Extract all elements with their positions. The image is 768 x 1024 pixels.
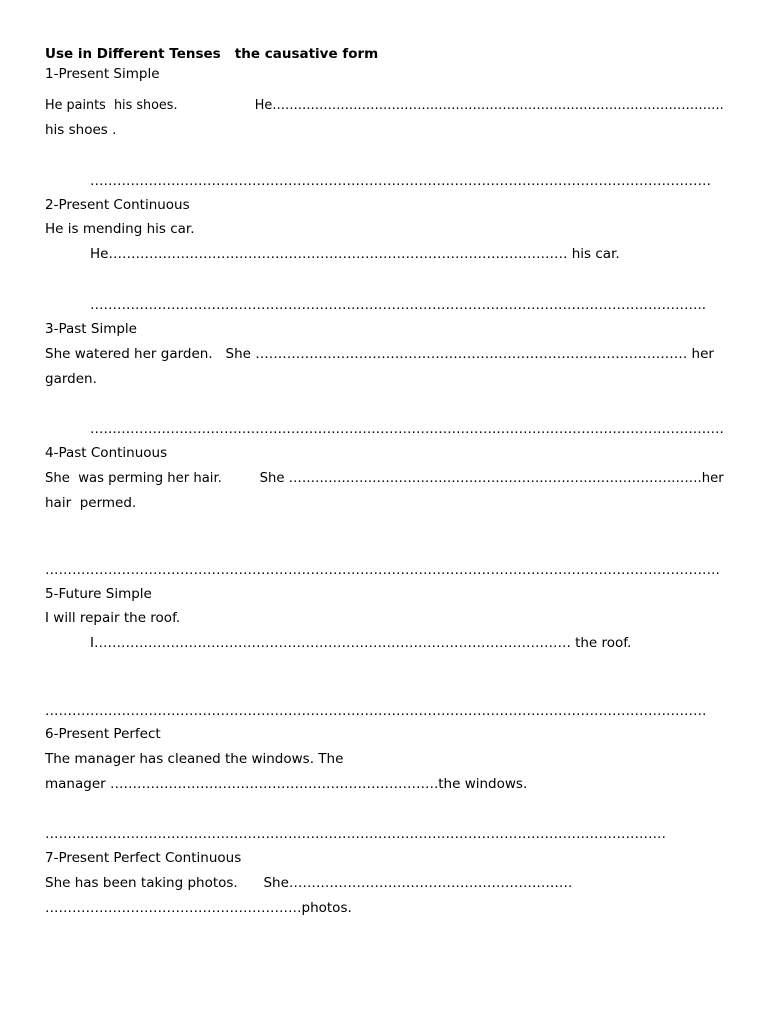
exercise-line: He………………………………………………………………………………………… his car. <box>90 246 620 262</box>
exercise-line: She was perming her hair. She ………………………………………………………………………………….her <box>45 470 724 486</box>
exercise-line: I……………………………………………………………………………………………. the roof. <box>90 635 632 651</box>
section-heading: 5-Future Simple <box>45 586 152 602</box>
answer-line: ……………………………………………………………………………………………………………………………. <box>90 421 724 437</box>
section-heading: 4-Past Continuous <box>45 445 168 461</box>
answer-line: ………………………………………………………………………………………………………………………… <box>45 826 666 842</box>
exercise-line: He paints his shoes. He……………………………………………………………………………………………. <box>45 97 724 113</box>
exercise-line: hair permed. <box>45 495 137 511</box>
section-heading: 6-Present Perfect <box>45 726 161 742</box>
section-heading: 1-Present Simple <box>45 66 160 82</box>
exercise-line: The manager has cleaned the windows. The <box>45 751 344 767</box>
exercise-line: his shoes . <box>45 122 117 138</box>
exercise-line: I will repair the roof. <box>45 610 181 626</box>
exercise-line: manager ……………………………………………………………….the windows. <box>45 776 528 792</box>
answer-line: ………………………………………………………………………………………………………………………………… <box>45 703 707 719</box>
section-heading: 7-Present Perfect Continuous <box>45 850 242 866</box>
exercise-line: …………………………………………………photos. <box>45 900 352 916</box>
answer-line: ………………………………………………………………………………………………………………………… <box>90 173 711 189</box>
exercise-line: garden. <box>45 371 97 387</box>
exercise-line: She watered her garden. She …………………………………………………………………………………… her <box>45 346 714 362</box>
exercise-line: He is mending his car. <box>45 221 195 237</box>
answer-line: …………………………………………………………………………………………………………………………………… <box>45 562 720 578</box>
section-heading: 3-Past Simple <box>45 321 137 337</box>
section-heading: 2-Present Continuous <box>45 197 190 213</box>
worksheet-title: Use in Different Tenses the causative form <box>45 46 379 62</box>
exercise-line: She has been taking photos. She……………………………………………………… <box>45 875 573 891</box>
answer-line: ……………………………………………………………………………………………………………………….. <box>90 297 707 313</box>
